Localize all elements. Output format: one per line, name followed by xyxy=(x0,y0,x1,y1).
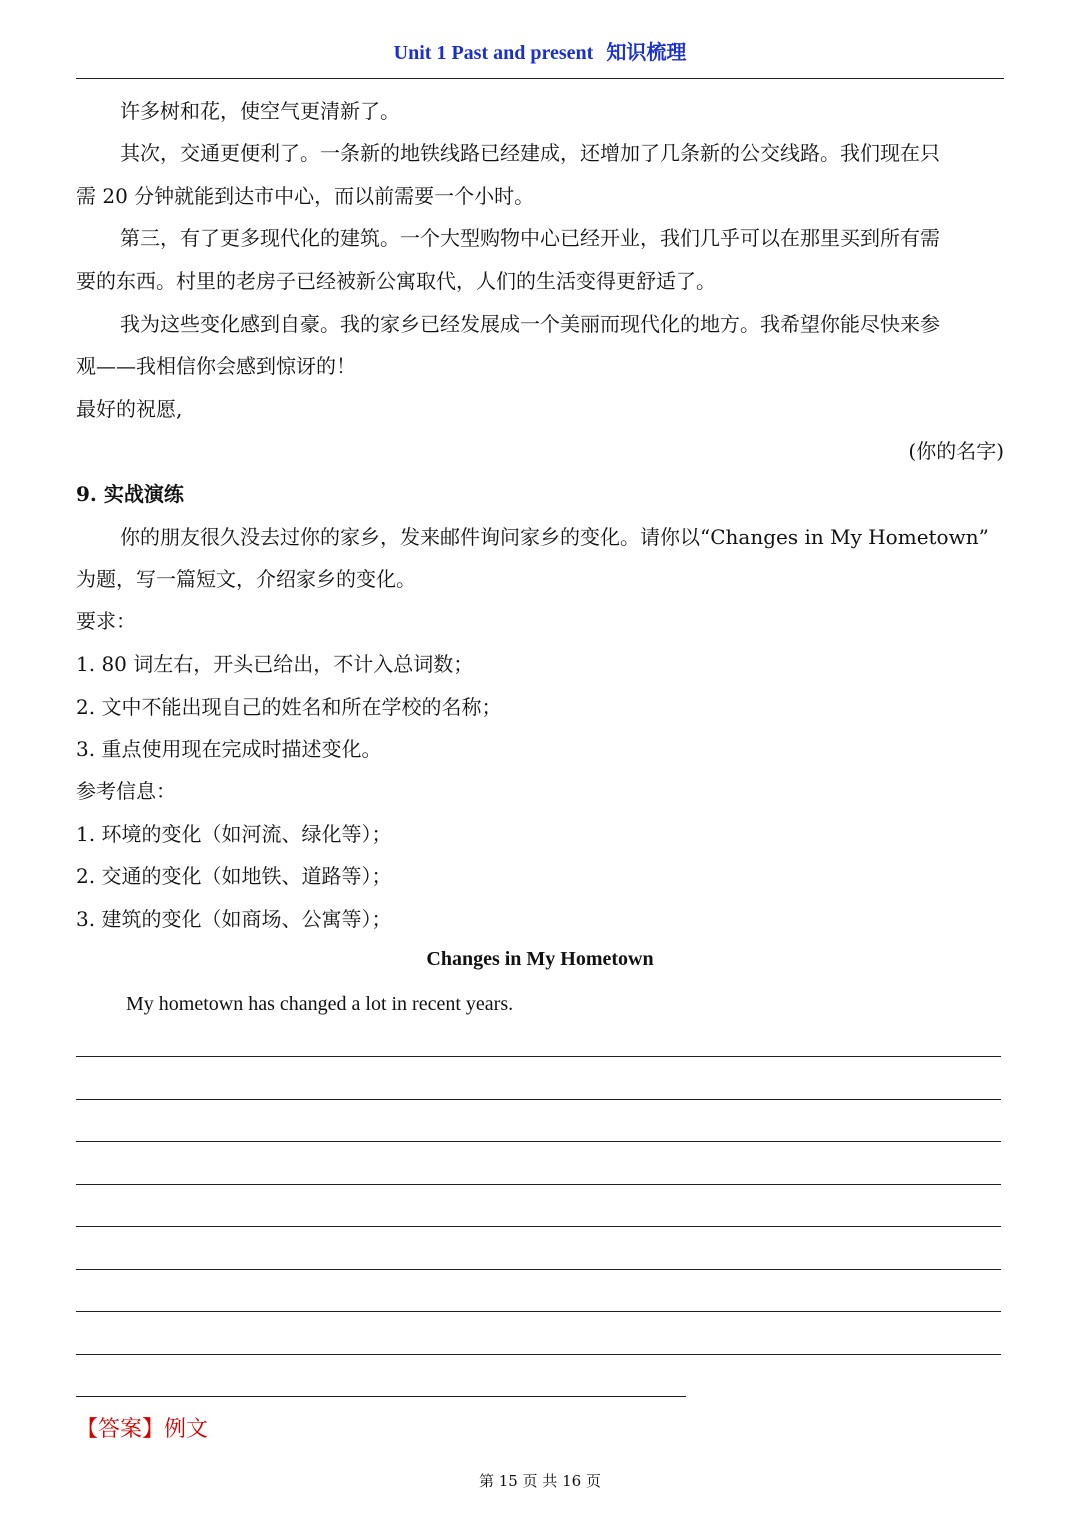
letter-line: 第三，有了更多现代化的建筑。一个大型购物中心已经开业，我们几乎可以在那里买到所有需 xyxy=(120,226,940,250)
letter-line: 要的东西。村里的老房子已经被新公寓取代，人们的生活变得更舒适了。 xyxy=(76,269,716,293)
writing-line[interactable] xyxy=(76,1226,1001,1227)
reference-item: 1. 环境的变化（如河流、绿化等）； xyxy=(76,822,392,846)
exercise-prompt-line: 为题，写一篇短文，介绍家乡的变化。 xyxy=(76,567,416,591)
writing-line[interactable] xyxy=(76,1141,1001,1142)
answer-label: 【答案】例文 xyxy=(76,1417,209,1442)
exercise-heading: 9. 实战演练 xyxy=(76,482,184,506)
requirement-item: 3. 重点使用现在完成时描述变化。 xyxy=(76,737,382,761)
letter-signature: (你的名字) xyxy=(908,439,1004,463)
requirement-item: 1. 80 词左右，开头已给出，不计入总词数； xyxy=(76,652,474,676)
essay-title: Changes in My Hometown xyxy=(426,948,654,970)
writing-line[interactable] xyxy=(76,1396,686,1397)
requirement-item: 2. 文中不能出现自己的姓名和所在学校的名称； xyxy=(76,695,502,719)
writing-line[interactable] xyxy=(76,1099,1001,1100)
exercise-prompt-line: 你的朋友很久没去过你的家乡，发来邮件询问家乡的变化。请你以“Changes in My Hometown” xyxy=(120,525,989,549)
writing-line[interactable] xyxy=(76,1056,1001,1057)
writing-line[interactable] xyxy=(76,1311,1001,1312)
writing-line[interactable] xyxy=(76,1354,1001,1355)
writing-line[interactable] xyxy=(76,1184,1001,1185)
letter-line: 观——我相信你会感到惊讶的！ xyxy=(76,354,356,378)
letter-line: 我为这些变化感到自豪。我的家乡已经发展成一个美丽而现代化的地方。我希望你能尽快来参 xyxy=(120,312,940,336)
reference-label: 参考信息： xyxy=(76,779,176,803)
essay-opening: My hometown has changed a lot in recent years. xyxy=(126,993,514,1015)
letter-closing: 最好的祝愿, xyxy=(76,397,183,421)
requirements-label: 要求： xyxy=(76,609,136,633)
page-footer: 第 15 页 共 16 页 xyxy=(478,1472,601,1490)
writing-line[interactable] xyxy=(76,1269,1001,1270)
header-title-cn: 知识梳理 xyxy=(606,40,687,64)
letter-line: 许多树和花，使空气更清新了。 xyxy=(120,99,400,123)
letter-line: 需 20 分钟就能到达市中心，而以前需要一个小时。 xyxy=(76,184,535,208)
page-header xyxy=(0,36,1080,65)
reference-item: 3. 建筑的变化（如商场、公寓等）； xyxy=(76,907,392,931)
reference-item: 2. 交通的变化（如地铁、道路等）； xyxy=(76,864,392,888)
header-rule xyxy=(76,78,1004,79)
letter-line: 其次，交通更便利了。一条新的地铁线路已经建成，还增加了几条新的公交线路。我们现在只 xyxy=(120,141,940,165)
header-title-en: Unit 1 Past and present xyxy=(393,42,594,64)
